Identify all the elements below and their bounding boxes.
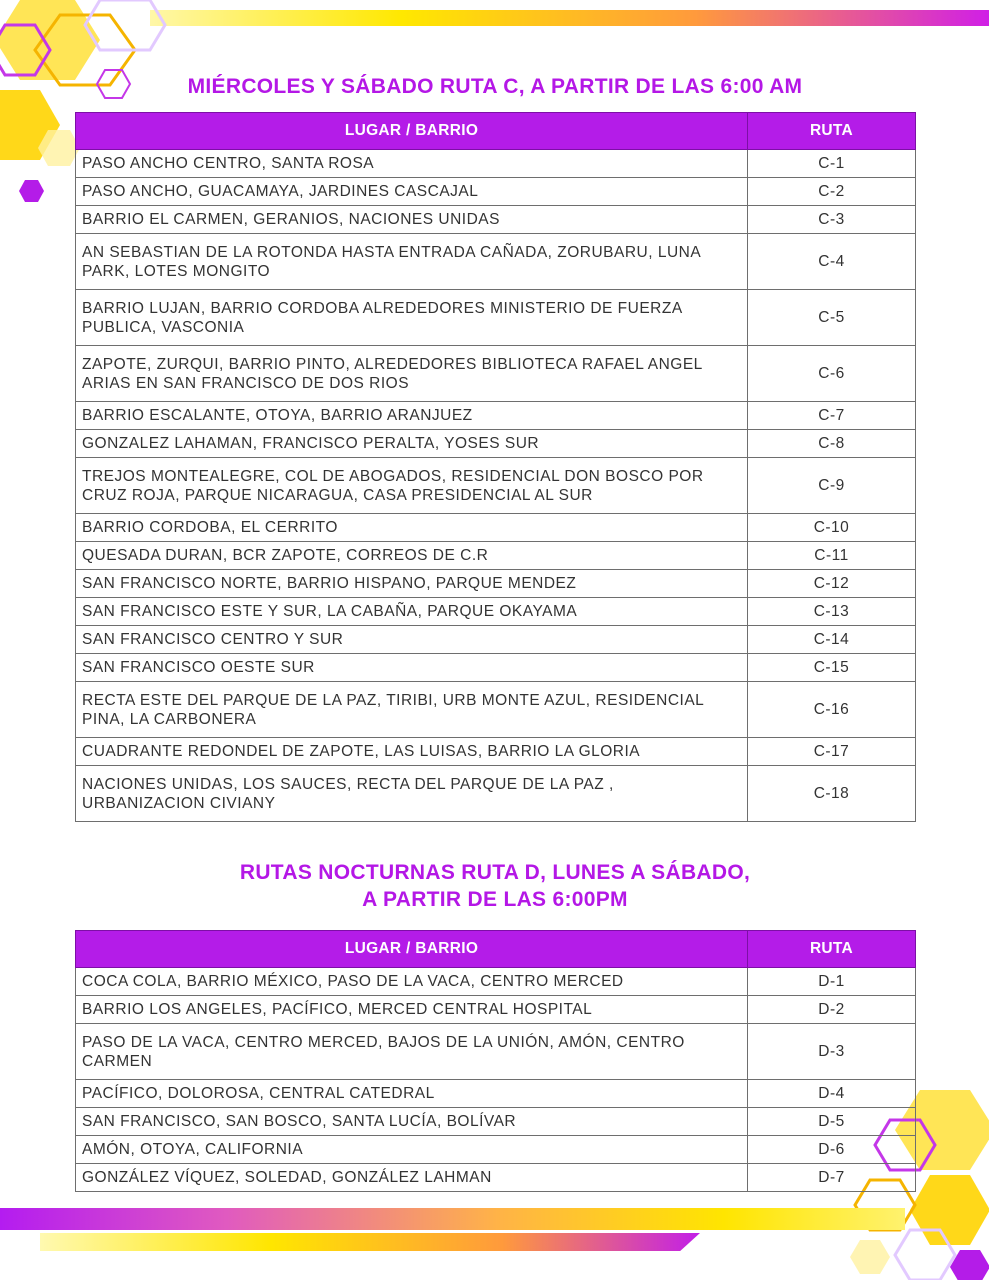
place-cell: GONZALEZ LAHAMAN, FRANCISCO PERALTA, YOSES SUR (76, 430, 748, 458)
route-cell: C-7 (748, 402, 916, 430)
route-cell: C-1 (748, 150, 916, 178)
place-cell: NACIONES UNIDAS, LOS SAUCES, RECTA DEL PARQUE DE LA PAZ , URBANIZACION CIVIANY (76, 766, 748, 822)
table-row (76, 598, 916, 626)
place-cell: RECTA ESTE DEL PARQUE DE LA PAZ, TIRIBI, URB MONTE AZUL, RESIDENCIAL PINA, LA CARBONERA (76, 682, 748, 738)
table-row (76, 542, 916, 570)
table-row (76, 1136, 916, 1164)
place-cell: PASO DE LA VACA, CENTRO MERCED, BAJOS DE LA UNIÓN, AMÓN, CENTRO CARMEN (76, 1024, 748, 1080)
bottom-gradient-stripe (0, 1208, 905, 1230)
table-row (76, 458, 916, 514)
route-cell: C-8 (748, 430, 916, 458)
route-cell: C-12 (748, 570, 916, 598)
table-row (76, 178, 916, 206)
place-cell: PACÍFICO, DOLOROSA, CENTRAL CATEDRAL (76, 1080, 748, 1108)
route-cell: C-4 (748, 234, 916, 290)
section-d-title-line-2: A PARTIR DE LAS 6:00PM (362, 888, 628, 911)
table-row (76, 1108, 916, 1136)
place-cell: SAN FRANCISCO, SAN BOSCO, SANTA LUCÍA, BOLÍVAR (76, 1108, 748, 1136)
top-gradient-stripe (150, 10, 989, 26)
table-row (76, 1164, 916, 1192)
table-row (76, 1024, 916, 1080)
table-row (76, 514, 916, 542)
table-row (76, 968, 916, 996)
route-cell: C-14 (748, 626, 916, 654)
route-cell: C-3 (748, 206, 916, 234)
route-cell: D-4 (748, 1080, 916, 1108)
table-row (76, 626, 916, 654)
place-cell: AMÓN, OTOYA, CALIFORNIA (76, 1136, 748, 1164)
place-cell: AN SEBASTIAN DE LA ROTONDA HASTA ENTRADA CAÑADA, ZORUBARU, LUNA PARK, LOTES MONGITO (76, 234, 748, 290)
place-cell: BARRIO ESCALANTE, OTOYA, BARRIO ARANJUEZ (76, 402, 748, 430)
bottom-gradient-stripe-2 (40, 1233, 700, 1251)
route-cell: D-6 (748, 1136, 916, 1164)
place-cell: ZAPOTE, ZURQUI, BARRIO PINTO, ALREDEDORES BIBLIOTECA RAFAEL ANGEL ARIAS EN SAN FRANCISCO DE DOS RIOS (76, 346, 748, 402)
table-row (76, 570, 916, 598)
section-d-title-line-1: RUTAS NOCTURNAS RUTA D, LUNES A SÁBADO, (239, 861, 751, 884)
table-row (76, 996, 916, 1024)
place-cell: SAN FRANCISCO OESTE SUR (76, 654, 748, 682)
table-row (76, 290, 916, 346)
route-d-rows (76, 968, 916, 1192)
place-cell: TREJOS MONTEALEGRE, COL DE ABOGADOS, RESIDENCIAL DON BOSCO POR CRUZ ROJA, PARQUE NICARAGUA, CASA PRESIDENCIAL AL SUR (76, 458, 748, 514)
column-header-route: RUTA (748, 931, 916, 968)
route-cell: C-5 (748, 290, 916, 346)
table-row (76, 682, 916, 738)
route-c-rows (76, 150, 916, 822)
place-cell: CUADRANTE REDONDEL DE ZAPOTE, LAS LUISAS, BARRIO LA GLORIA (76, 738, 748, 766)
route-cell: C-9 (748, 458, 916, 514)
column-header-place: LUGAR / BARRIO (76, 113, 748, 150)
route-cell: C-15 (748, 654, 916, 682)
table-row (76, 234, 916, 290)
place-cell: SAN FRANCISCO CENTRO Y SUR (76, 626, 748, 654)
route-cell: C-10 (748, 514, 916, 542)
route-cell: C-13 (748, 598, 916, 626)
route-cell: C-18 (748, 766, 916, 822)
section-c-title: MIÉRCOLES Y SÁBADO RUTA C, A PARTIR DE LAS 6:00 AM (187, 75, 803, 98)
route-cell: C-17 (748, 738, 916, 766)
place-cell: BARRIO EL CARMEN, GERANIOS, NACIONES UNIDAS (76, 206, 748, 234)
column-header-route: RUTA (748, 113, 916, 150)
route-cell: D-7 (748, 1164, 916, 1192)
table-row (76, 766, 916, 822)
place-cell: GONZÁLEZ VÍQUEZ, SOLEDAD, GONZÁLEZ LAHMAN (76, 1164, 748, 1192)
table-row (76, 654, 916, 682)
place-cell: BARRIO CORDOBA, EL CERRITO (76, 514, 748, 542)
route-cell: C-16 (748, 682, 916, 738)
section-d-title (75, 859, 915, 913)
place-cell: PASO ANCHO, GUACAMAYA, JARDINES CASCAJAL (76, 178, 748, 206)
table-row (76, 150, 916, 178)
place-cell: SAN FRANCISCO NORTE, BARRIO HISPANO, PARQUE MENDEZ (76, 570, 748, 598)
route-c-table (75, 112, 916, 822)
route-cell: C-11 (748, 542, 916, 570)
table-row (76, 738, 916, 766)
place-cell: BARRIO LOS ANGELES, PACÍFICO, MERCED CENTRAL HOSPITAL (76, 996, 748, 1024)
table-row (76, 430, 916, 458)
route-cell: D-2 (748, 996, 916, 1024)
place-cell: QUESADA DURAN, BCR ZAPOTE, CORREOS DE C.R (76, 542, 748, 570)
table-row (76, 1080, 916, 1108)
route-cell: D-5 (748, 1108, 916, 1136)
table-row (76, 206, 916, 234)
route-cell: D-1 (748, 968, 916, 996)
table-row (76, 402, 916, 430)
place-cell: PASO ANCHO CENTRO, SANTA ROSA (76, 150, 748, 178)
column-header-place: LUGAR / BARRIO (76, 931, 748, 968)
place-cell: COCA COLA, BARRIO MÉXICO, PASO DE LA VACA, CENTRO MERCED (76, 968, 748, 996)
route-cell: C-2 (748, 178, 916, 206)
place-cell: SAN FRANCISCO ESTE Y SUR, LA CABAÑA, PARQUE OKAYAMA (76, 598, 748, 626)
route-cell: D-3 (748, 1024, 916, 1080)
place-cell: BARRIO LUJAN, BARRIO CORDOBA ALREDEDORES MINISTERIO DE FUERZA PUBLICA, VASCONIA (76, 290, 748, 346)
route-d-table (75, 930, 916, 1192)
table-row (76, 346, 916, 402)
route-cell: C-6 (748, 346, 916, 402)
